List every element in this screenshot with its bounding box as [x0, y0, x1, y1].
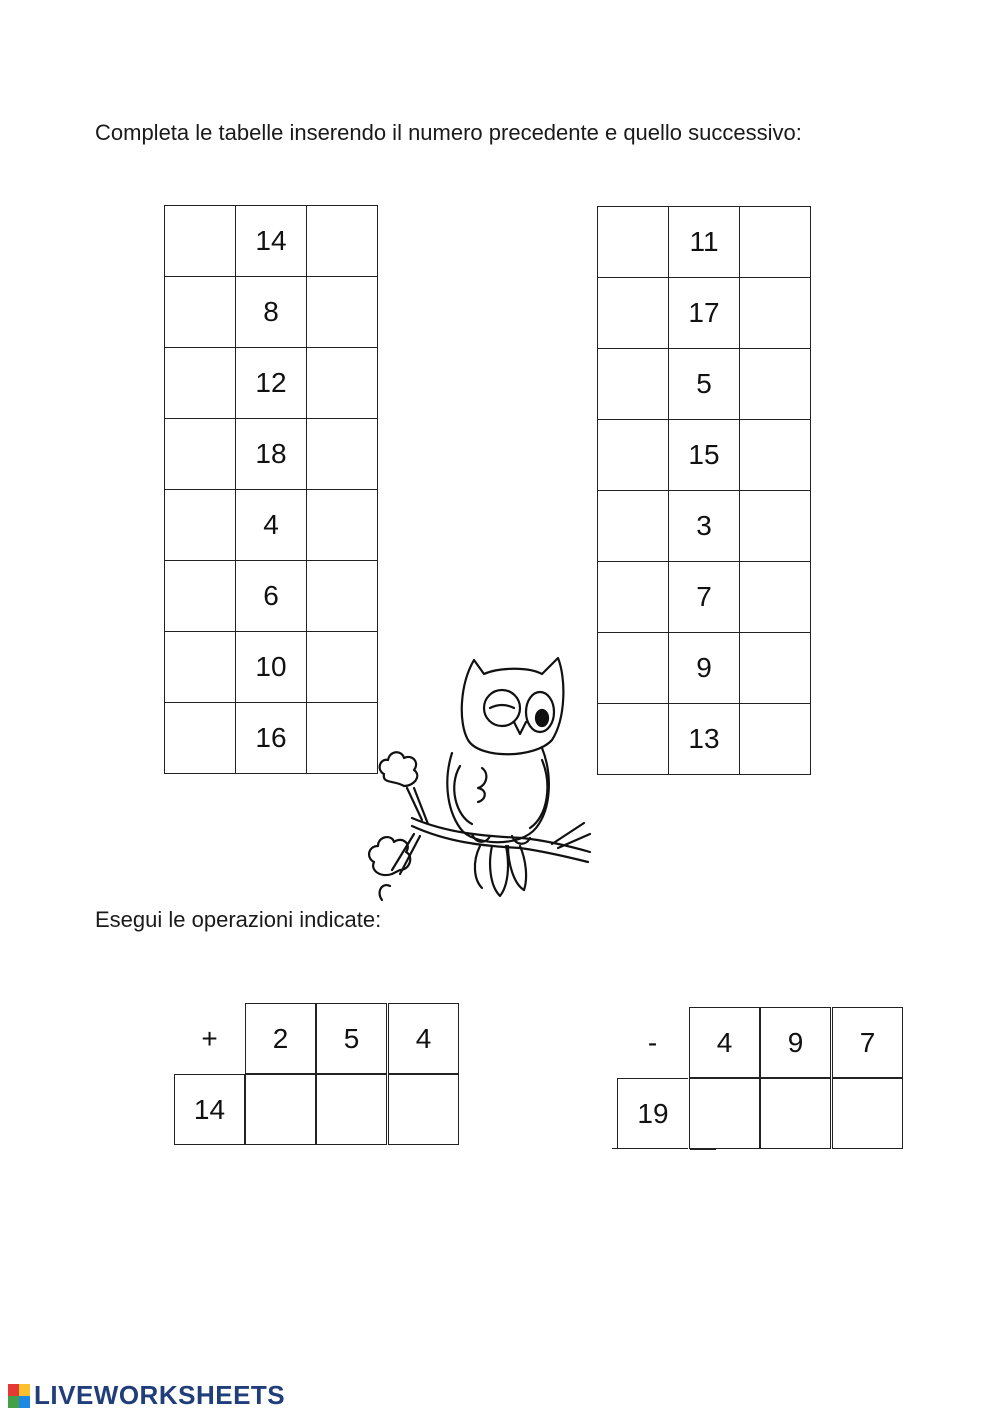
- next-number-cell[interactable]: [740, 420, 811, 491]
- next-number-input[interactable]: [307, 490, 377, 560]
- next-number-cell[interactable]: [307, 490, 378, 561]
- addition-answer-cell[interactable]: [316, 1074, 387, 1145]
- previous-number-cell[interactable]: [598, 704, 669, 775]
- previous-number-cell[interactable]: [598, 562, 669, 633]
- previous-number-cell[interactable]: [165, 703, 236, 774]
- given-number: 14: [236, 206, 307, 277]
- addition-operand: 4: [388, 1003, 459, 1074]
- next-number-cell[interactable]: [740, 704, 811, 775]
- given-number: 6: [236, 561, 307, 632]
- subtraction-underline: [612, 1148, 620, 1149]
- given-number: 4: [236, 490, 307, 561]
- previous-number-input[interactable]: [165, 419, 235, 489]
- given-number: 3: [669, 491, 740, 562]
- subtraction-base: 19: [617, 1078, 688, 1149]
- subtraction-answer-input[interactable]: [690, 1079, 759, 1148]
- sequence-row: [165, 490, 378, 561]
- subtraction-underline: [690, 1148, 716, 1150]
- next-number-input[interactable]: [307, 206, 377, 276]
- previous-number-input[interactable]: [598, 562, 668, 632]
- next-number-input[interactable]: [740, 704, 810, 774]
- next-number-cell[interactable]: [740, 633, 811, 704]
- next-number-input[interactable]: [740, 562, 810, 632]
- addition-operand: 2: [245, 1003, 316, 1074]
- next-number-cell[interactable]: [307, 419, 378, 490]
- next-number-input[interactable]: [740, 420, 810, 490]
- sequence-row: [165, 632, 378, 703]
- next-number-cell[interactable]: [740, 491, 811, 562]
- next-number-cell[interactable]: [740, 349, 811, 420]
- given-number: 7: [669, 562, 740, 633]
- subtraction-answer-cell[interactable]: [760, 1078, 831, 1149]
- sequence-row: [598, 420, 811, 491]
- addition-operand: 5: [316, 1003, 387, 1074]
- next-number-cell[interactable]: [307, 277, 378, 348]
- previous-number-input[interactable]: [598, 278, 668, 348]
- given-number: 11: [669, 207, 740, 278]
- next-number-input[interactable]: [740, 633, 810, 703]
- next-number-input[interactable]: [307, 277, 377, 347]
- next-number-input[interactable]: [740, 207, 810, 277]
- sequence-row: [165, 348, 378, 419]
- sequence-row: [598, 349, 811, 420]
- next-number-input[interactable]: [307, 419, 377, 489]
- next-number-cell[interactable]: [307, 348, 378, 419]
- previous-number-cell[interactable]: [598, 633, 669, 704]
- given-number: 16: [236, 703, 307, 774]
- next-number-cell[interactable]: [740, 207, 811, 278]
- next-number-cell[interactable]: [740, 562, 811, 633]
- addition-operator: +: [201, 1022, 218, 1054]
- previous-number-cell[interactable]: [165, 277, 236, 348]
- next-number-cell[interactable]: [740, 278, 811, 349]
- given-number: 15: [669, 420, 740, 491]
- sequence-row: [165, 561, 378, 632]
- addition-base: 14: [174, 1074, 245, 1145]
- next-number-input[interactable]: [307, 561, 377, 631]
- previous-number-cell[interactable]: [165, 561, 236, 632]
- previous-number-cell[interactable]: [598, 349, 669, 420]
- previous-number-input[interactable]: [165, 632, 235, 702]
- subtraction-answer-input[interactable]: [761, 1079, 830, 1148]
- previous-number-cell[interactable]: [598, 278, 669, 349]
- next-number-input[interactable]: [740, 278, 810, 348]
- previous-number-input[interactable]: [598, 704, 668, 774]
- previous-number-input[interactable]: [598, 491, 668, 561]
- given-number: 10: [236, 632, 307, 703]
- owl-on-branch-icon: [352, 648, 592, 913]
- instruction-sequence: Completa le tabelle inserendo il numero precedente e quello successivo:: [95, 120, 802, 145]
- sequence-row: [165, 277, 378, 348]
- addition-answer-cell[interactable]: [388, 1074, 459, 1145]
- subtraction-operator: -: [647, 1026, 658, 1058]
- addition-answer-input[interactable]: [317, 1075, 386, 1144]
- next-number-cell[interactable]: [307, 561, 378, 632]
- brand-mark-icon: [8, 1384, 30, 1408]
- previous-number-input[interactable]: [598, 633, 668, 703]
- previous-number-cell[interactable]: [165, 206, 236, 277]
- previous-number-cell[interactable]: [598, 207, 669, 278]
- brand-logo[interactable]: [8, 1380, 285, 1411]
- previous-number-input[interactable]: [165, 206, 235, 276]
- sequence-row: [598, 633, 811, 704]
- given-number: 12: [236, 348, 307, 419]
- next-number-input[interactable]: [740, 349, 810, 419]
- given-number: 17: [669, 278, 740, 349]
- given-number: 8: [236, 277, 307, 348]
- previous-number-cell[interactable]: [165, 490, 236, 561]
- previous-number-input[interactable]: [165, 277, 235, 347]
- previous-number-input[interactable]: [598, 420, 668, 490]
- sequence-row: [598, 491, 811, 562]
- previous-number-cell[interactable]: [598, 491, 669, 562]
- previous-number-cell[interactable]: [165, 632, 236, 703]
- brand-name: LIVEWORKSHEETS: [34, 1380, 286, 1410]
- instruction-operations: Esegui le operazioni indicate:: [95, 907, 382, 932]
- sequence-table-left: [164, 205, 378, 774]
- sequence-row: [598, 207, 811, 278]
- subtraction-operand: 9: [760, 1007, 831, 1078]
- addition-answer-input[interactable]: [246, 1075, 315, 1144]
- subtraction-answer-input[interactable]: [833, 1079, 902, 1148]
- subtraction-operand: 4: [689, 1007, 760, 1078]
- previous-number-input[interactable]: [598, 207, 668, 277]
- previous-number-input[interactable]: [165, 703, 235, 773]
- sequence-table-right: [597, 206, 811, 775]
- given-number: 9: [669, 633, 740, 704]
- sequence-row: [165, 206, 378, 277]
- subtraction-operand: 7: [832, 1007, 903, 1078]
- next-number-input[interactable]: [307, 348, 377, 418]
- previous-number-cell[interactable]: [165, 348, 236, 419]
- next-number-cell[interactable]: [307, 206, 378, 277]
- previous-number-input[interactable]: [598, 349, 668, 419]
- sequence-row: [165, 419, 378, 490]
- given-number: 18: [236, 419, 307, 490]
- previous-number-cell[interactable]: [598, 420, 669, 491]
- given-number: 13: [669, 704, 740, 775]
- given-number: 5: [669, 349, 740, 420]
- sequence-row: [598, 278, 811, 349]
- addition-answer-input[interactable]: [389, 1075, 458, 1144]
- previous-number-cell[interactable]: [165, 419, 236, 490]
- previous-number-input[interactable]: [165, 561, 235, 631]
- addition-answer-cell[interactable]: [245, 1074, 316, 1145]
- next-number-input[interactable]: [740, 491, 810, 561]
- subtraction-answer-cell[interactable]: [689, 1078, 760, 1149]
- previous-number-input[interactable]: [165, 348, 235, 418]
- sequence-row: [165, 703, 378, 774]
- sequence-row: [598, 562, 811, 633]
- previous-number-input[interactable]: [165, 490, 235, 560]
- subtraction-answer-cell[interactable]: [832, 1078, 903, 1149]
- sequence-row: [598, 704, 811, 775]
